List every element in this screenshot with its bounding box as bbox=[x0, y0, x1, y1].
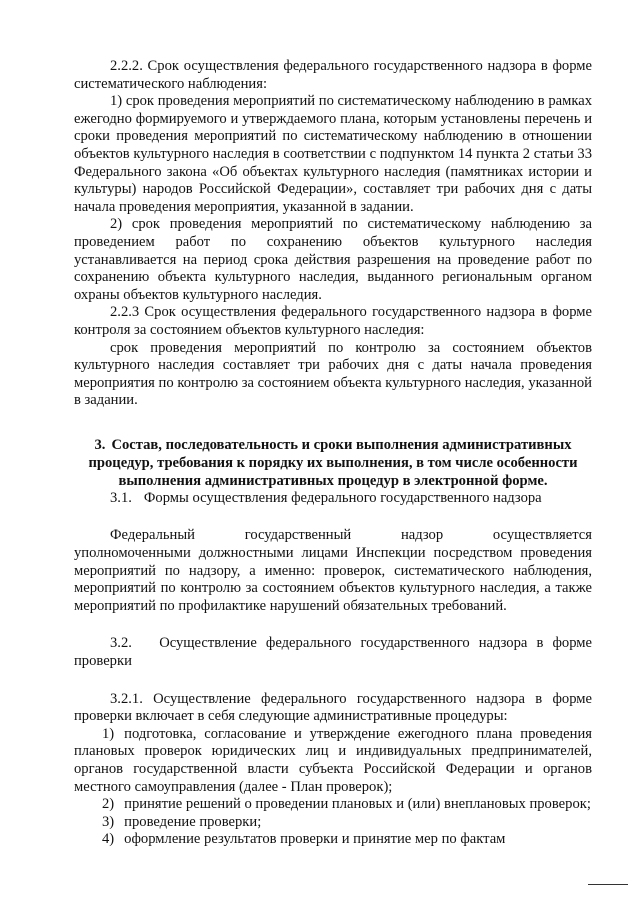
section-3-number: 3. bbox=[94, 436, 106, 453]
list-item bbox=[74, 831, 592, 849]
paragraph-2-2-2-item-1: 1) срок проведения мероприятий по систематическому наблюдению в рамках ежегодно формируемого и утверждаемого плана, которым установлены перечень и сроки проведения мероприятий по систематическому наблюдению в отношении объектов культурного наследия в соответствии с подпунктом 14 пункта 2 статьи 33 Федерального закона «Об объектах культурного наследия (памятниках истории и культуры) народов Российской Федерации», составляет три рабочих дня с даты начала проведения мероприятия, указанной в задании. bbox=[74, 93, 592, 215]
section-3-1-heading bbox=[74, 490, 592, 508]
list-item bbox=[74, 726, 592, 796]
list-item-text: подготовка, согласование и утверждение ежегодного плана проведения плановых проверок юридических лиц и индивидуальных предпринимателей, органов государственной власти субъекта Российской Федерации и органов местного самоуправления (далее - План проверок); bbox=[74, 725, 592, 795]
document-page bbox=[74, 58, 592, 849]
footer-divider bbox=[588, 884, 628, 885]
list-item-number: 2) bbox=[102, 796, 115, 813]
section-3-2-heading bbox=[74, 635, 592, 670]
word-4: осуществляется bbox=[492, 527, 592, 544]
paragraph-2-2-2: 2.2.2. Срок осуществления федерального государственного надзора в форме систематического наблюдения: bbox=[74, 58, 592, 92]
word-1: Федеральный bbox=[110, 527, 195, 544]
list-item-number: 4) bbox=[102, 831, 115, 848]
paragraph-2-2-3: 2.2.3 Срок осуществления федерального государственного надзора в форме контроля за состоянием объектов культурного наследия: bbox=[74, 304, 592, 338]
list-item-text: проведение проверки; bbox=[124, 813, 262, 830]
paragraph-2-2-3-text: срок проведения мероприятий по контролю за состоянием объектов культурного наследия составляет три рабочих дня с даты начала проведения мероприятия по контролю за состоянием объекта культурного наследия, указанной в задании. bbox=[74, 339, 592, 409]
word-2: государственный bbox=[244, 527, 352, 544]
section-3-2-number: 3.2. bbox=[110, 635, 132, 652]
section-3-2-title: Осуществление федерального государственного надзора в форме проверки bbox=[74, 635, 592, 670]
paragraph-2-2-2-item-2: 2) срок проведения мероприятий по систематическому наблюдению за проведением работ по сохранению объектов культурного наследия устанавливается на период срока действия разрешения на проведение работ по сохранению объекта культурного наследия, выданного региональным органом охраны объектов культурного наследия. bbox=[74, 216, 592, 303]
section-3-1-title: Формы осуществления федерального государственного надзора bbox=[143, 489, 542, 506]
word-3: надзор bbox=[400, 527, 444, 544]
section-3-1-first-line bbox=[74, 527, 592, 545]
section-3-title: Состав, последовательность и сроки выполнения административных процедур, требования к порядку их выполнения, в том числе особенности выполнения административных процедур в электронной форме. bbox=[88, 436, 578, 489]
section-3-heading bbox=[74, 436, 592, 490]
section-3-2-1-intro: 3.2.1. Осуществление федерального государственного надзора в форме проверки включает в себя следующие административные процедуры: bbox=[74, 690, 592, 725]
list-item-text: принятие решений о проведении плановых и (или) внеплановых проверок; bbox=[124, 796, 591, 813]
section-3-1-text-rest: уполномоченными должностными лицами Инспекции посредством проведения мероприятий по надзору, а именно: проверок, систематического наблюдения, мероприятий по контролю за состоянием объектов культурного наследия, а также мероприятий по профилактике нарушений обязательных требований. bbox=[74, 545, 592, 614]
list-item-number: 1) bbox=[102, 725, 115, 742]
section-3-1-text bbox=[74, 527, 592, 615]
list-item bbox=[74, 796, 592, 814]
section-3-1-number: 3.1. bbox=[110, 489, 132, 506]
list-item-number: 3) bbox=[102, 813, 115, 830]
list-item bbox=[74, 814, 592, 832]
list-item-text: оформление результатов проверки и принятие мер по фактам bbox=[124, 831, 506, 848]
